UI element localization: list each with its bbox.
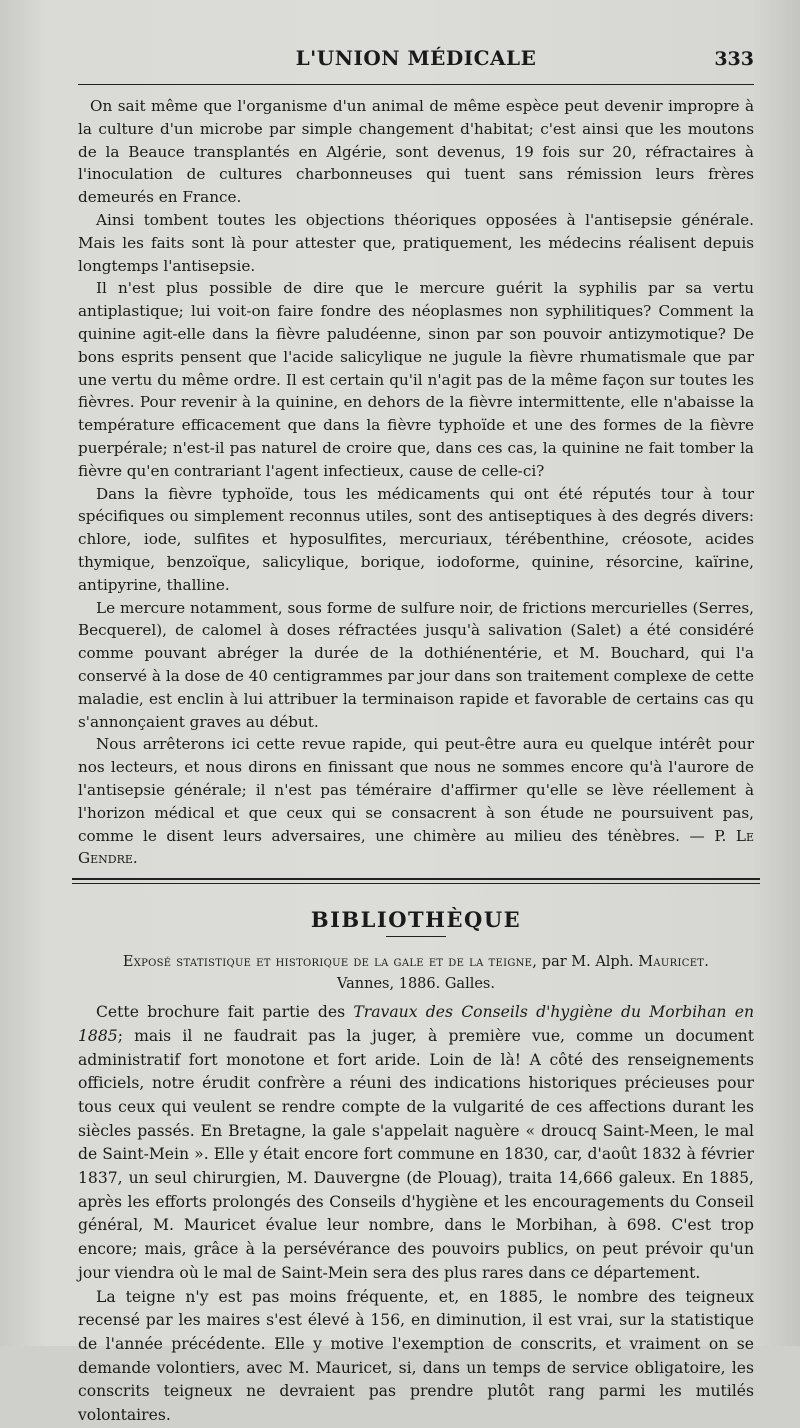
- review-body: [78, 1001, 754, 1428]
- review-p1-before: Cette brochure fait partie des: [96, 1003, 346, 1022]
- signature-initial: P.: [714, 826, 727, 845]
- last-paragraph-text: Nous arrêterons ici cette revue rapide, qui peut-être aura eu quelque intérêt pour nos lecteurs, et nous dirons en finissant que nous ne sommes encore qu'à l'aurore de l'antisepsie générale; il n'est pas téméraire d'affirmer qu'elle se lève réellement à l'horizon médical et que ceux qui se consacrent à son étude ne poursuivent pas, comme le disent leurs adversaires, une chimère au milieu des ténèbres. —: [78, 735, 754, 845]
- review-paragraph: [78, 1001, 754, 1285]
- section-title: BIBLIOTHÈQUE: [310, 907, 522, 933]
- article-paragraph: On sait même que l'organisme d'un animal de même espèce peut devenir impropre à la culture d'un microbe par simple changement d'habitat; c'est ainsi que les moutons de la Beauce transplantés en Algérie, sont devenus, 19 fois sur 20, réfractaires à l'inoculation de cultures charbonneuses qui tuent sans rémission leurs frères demeurés en France.: [78, 97, 754, 207]
- signature-name: Le Gendre.: [78, 826, 754, 868]
- section-divider: [72, 878, 760, 887]
- page-number: 333: [714, 48, 754, 70]
- title-underline: [386, 936, 446, 937]
- review-title: Exposé statistique et historique de la gale et de la teigne,: [122, 954, 538, 971]
- article-body: [78, 95, 754, 870]
- article-paragraph: Ainsi tombent toutes les objections théoriques opposées à l'antisepsie générale. Mais les faits sont là pour attester que, pratiquement, les médecins réalisent depuis longtemps l'antisepsie.: [78, 210, 754, 275]
- review-p1-after: ; mais il ne faudrait pas la juger, à première vue, comme un document administratif fort monotone et fort aride. Loin de là! A côté des renseignements officiels, notre érudit confrère a réuni des indications historiques précieuses pour tous ceux qui veulent se rendre compte de la vulgarité de ces affections durant les siècles passés. En Bretagne, la gale s'appelait naguère « droucq Saint-Meen, le mal de Saint-Mein ». Elle y était encore fort commune en 1830, car, d'août 1832 à février 1837, un seul chirurgien, M. Dauvergne (de Plouag), traita 14,666 galeux. En 1885, après les efforts prolongés des Conseils d'hygiène et les encouragements du Conseil général, M. Mauricet évalue leur nombre, dans le Morbihan, à 698. C'est trop encore; mais, grâce à la persévérance des pouvoirs publics, on peut prévoir qu'un jour viendra où le mal de Saint-Mein sera des plus rares dans ce département.: [78, 1026, 754, 1282]
- review-place: Vannes, 1886. Galles.: [337, 976, 495, 993]
- article-paragraph: Il n'est plus possible de dire que le mercure guérit la syphilis par sa vertu antiplastique; lui voit-on faire fondre des néoplasmes non syphilitiques? Comment la quinine agit-elle dans la fièvre paludéenne, sinon par son pouvoir antizymotique? De bons esprits pensent que l'acide salicylique ne jugule la fièvre rhumatismale que par une vertu du même ordre. Il est certain qu'il n'agit pas de la même façon sur toutes les fièvres. Pour revenir à la quinine, en dehors de la fièvre intermittente, elle n'abaisse la température efficacement que dans la fièvre typhoïde et une des formes de la fièvre puerpérale; n'est-il pas naturel de croire que, dans ces cas, la quinine ne fait tomber la fièvre qu'en contrariant l'agent infectieux, cause de celle-ci?: [78, 279, 754, 480]
- review-author: Mauricet.: [638, 954, 710, 971]
- review-heading: [78, 951, 754, 995]
- running-title: L'UNION MÉDICALE: [295, 46, 537, 70]
- article-paragraph: Le mercure notamment, sous forme de sulfure noir, de frictions mercurielles (Serres, Becquerel), de calomel à doses réfractées jusqu'à salivation (Salet) a été considéré comme pouvant abréger la durée de la dothiénentérie, et M. Bouchard, qui l'a conservé à la dose de 40 centigrammes par jour dans son traitement complexe de cette maladie, est enclin à lui attribuer la terminaison rapide et favorable de certains cas qu s'annonçaient graves au début.: [78, 598, 754, 731]
- article-paragraph: Dans la fièvre typhoïde, tous les médicaments qui ont été réputés tour à tour spécifiques ou simplement reconnus utiles, sont des antiseptiques à des degrés divers: chlore, iode, sulfites et hyposulfites, mercuriaux, térébenthine, créosote, acides thymique, benzoïque, salicylique, borique, iodoforme, quinine, résorcine, kaïrine, antipyrine, thalline.: [78, 484, 754, 594]
- review-author-prefix: par M. Alph.: [541, 954, 634, 971]
- page-header: [78, 44, 754, 84]
- header-rule: [78, 84, 754, 85]
- review-paragraph: La teigne n'y est pas moins fréquente, et, en 1885, le nombre des teigneux recensé par les maires s'est élevé à 156, en diminution, il est vrai, sur la statistique de l'année précédente. Elle y motive l'exemption de conscrits, et vraiment on se demande volontiers, avec M. Mauricet, si, dans un temps de service obligatoire, les conscrits teigneux ne devraient pas prendre plutôt rang parmi les mutilés volontaires.: [78, 1287, 754, 1425]
- article-last-paragraph: [78, 733, 754, 870]
- review-p1-italic: Travaux des Conseils d'hygiène du Morbihan en 1885: [78, 1003, 754, 1045]
